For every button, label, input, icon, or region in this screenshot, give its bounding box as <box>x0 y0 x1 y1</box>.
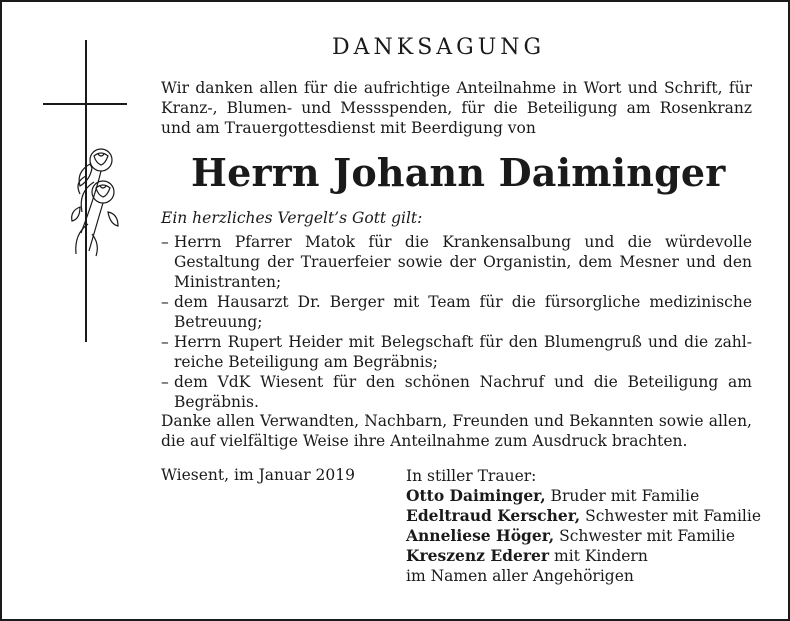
mourners-block <box>406 466 761 586</box>
mourning-footer: im Namen aller Angehörigen <box>406 567 634 585</box>
mourner-line <box>406 486 761 506</box>
thanks-item <box>161 332 752 372</box>
list-dash: – <box>161 233 169 251</box>
mourner-name: Edeltraud Kerscher, <box>406 506 581 525</box>
thanks-item <box>161 372 752 412</box>
thanks-item-text: Herrn Pfarrer Matok für die Krankensalbung und die würdevolle Gestaltung der Trauerfeier sowie der Organistin, dem Mesner und den Ministranten; <box>174 233 752 291</box>
thanks-item-text: dem Hausarzt Dr. Berger mit Team für die fürsorgliche medizinische Betreuung; <box>174 293 752 331</box>
thanks-item <box>161 292 752 332</box>
place-date: Wiesent, im Januar 2019 <box>161 466 356 484</box>
mourning-label: In stiller Trauer: <box>406 467 537 485</box>
mourner-line <box>406 506 761 526</box>
list-dash: – <box>161 373 169 391</box>
mourner-name: Kreszenz Ederer <box>406 546 550 565</box>
mourner-relation: Bruder mit Familie <box>545 487 700 505</box>
thanks-item-text: Herrn Rupert Heider mit Belegschaft für den Blumengruß und die zahl- reiche Beteiligung am Begräbnis; <box>174 333 752 371</box>
thanks-item-text: dem VdK Wiesent für den schönen Nachruf und die Beteiligung am Begräbnis. <box>174 373 752 411</box>
mourner-relation: Schwester mit Familie <box>580 507 762 525</box>
cross-bar <box>43 103 127 105</box>
mourner-relation: Schwester mit Familie <box>554 527 736 545</box>
list-dash: – <box>161 293 169 311</box>
mourner-line <box>406 526 761 546</box>
mourner-name: Otto Daiminger, <box>406 486 546 505</box>
thanks-subheading: Ein herzliches Vergelt’s Gott gilt: <box>161 209 423 227</box>
page-title: DANKSAGUNG <box>332 35 546 60</box>
roses-icon <box>58 142 128 262</box>
mourner-line <box>406 546 761 566</box>
intro-text: Wir danken allen für die aufrichtige Anteilnahme in Wort und Schrift, für Kranz-, Blumen- und Messspenden, für die Beteiligung am Rosenkranz und am Trauergottesdienst mit Beerdigung von <box>161 79 752 137</box>
closing-text: Danke allen Verwandten, Nachbarn, Freunden und Bekannten sowie allen, die auf vielfältige Weise ihre Anteilnahme zum Ausdruck brachten. <box>161 412 752 450</box>
deceased-name: Herrn Johann Daiminger <box>191 150 726 195</box>
thanks-item <box>161 232 752 292</box>
mourner-name: Anneliese Höger, <box>406 526 555 545</box>
mourner-relation: mit Kindern <box>549 547 648 565</box>
list-dash: – <box>161 333 169 351</box>
